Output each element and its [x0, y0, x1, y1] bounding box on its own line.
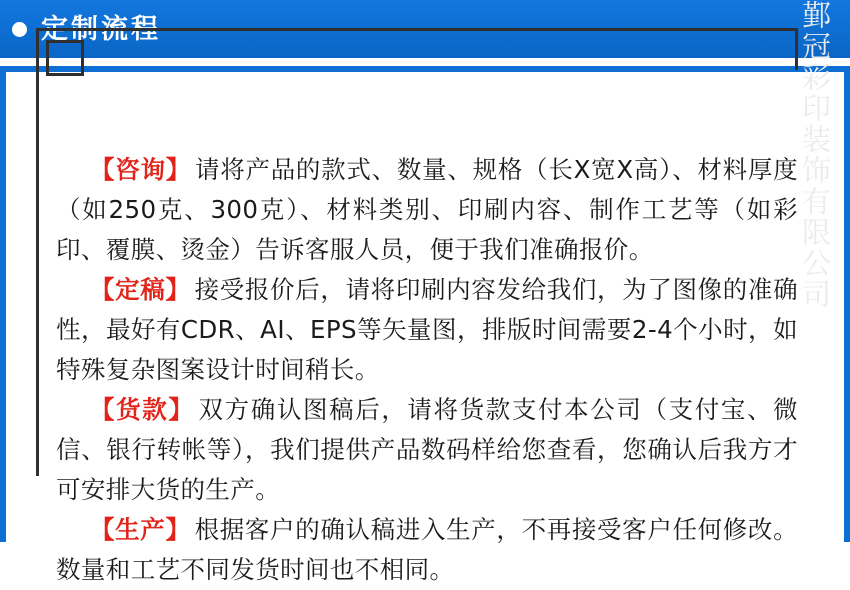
step-tag: 【定稿】 — [90, 275, 191, 304]
list-item — [56, 150, 798, 270]
step-tag: 【货款】 — [90, 395, 195, 424]
page-title: 定制流程 — [41, 13, 161, 45]
frame-rule-right — [795, 28, 798, 70]
steps-list — [56, 150, 798, 590]
step-text: 接受报价后，请将印刷内容发给我们，为了图像的准确性，最好有CDR、AI、EPS等矢量图，排版时间需要2-4个小时，如特殊复杂图案设计时间稍长。 — [56, 275, 798, 384]
step-text: 根据客户的确认稿进入生产，不再接受客户任何修改。数量和工艺不同发货时间也不相同。 — [56, 515, 798, 584]
list-item — [56, 270, 798, 390]
frame-rule-top — [78, 28, 798, 31]
list-item — [56, 390, 798, 510]
list-item — [56, 510, 798, 590]
step-text: 双方确认图稿后，请将货款支付本公司（支付宝、微信、银行转帐等），我们提供产品数码样给您查看，您确认后我方才可安排大货的生产。 — [56, 395, 798, 504]
bullet-dot-icon — [12, 22, 27, 37]
step-tag: 【生产】 — [90, 515, 191, 544]
step-text: 请将产品的款式、数量、规格（长X宽X高）、材料厚度（如250克、300克）、材料类别、印刷内容、制作工艺等（如彩印、覆膜、烫金）告诉客服人员，便于我们准确报价。 — [56, 155, 798, 264]
corner-square-icon — [46, 40, 84, 76]
frame-rule-left — [36, 70, 39, 476]
step-tag: 【咨询】 — [90, 155, 191, 184]
watermark-text: 鄞冠彩印装饰有限公司 — [798, 0, 832, 310]
